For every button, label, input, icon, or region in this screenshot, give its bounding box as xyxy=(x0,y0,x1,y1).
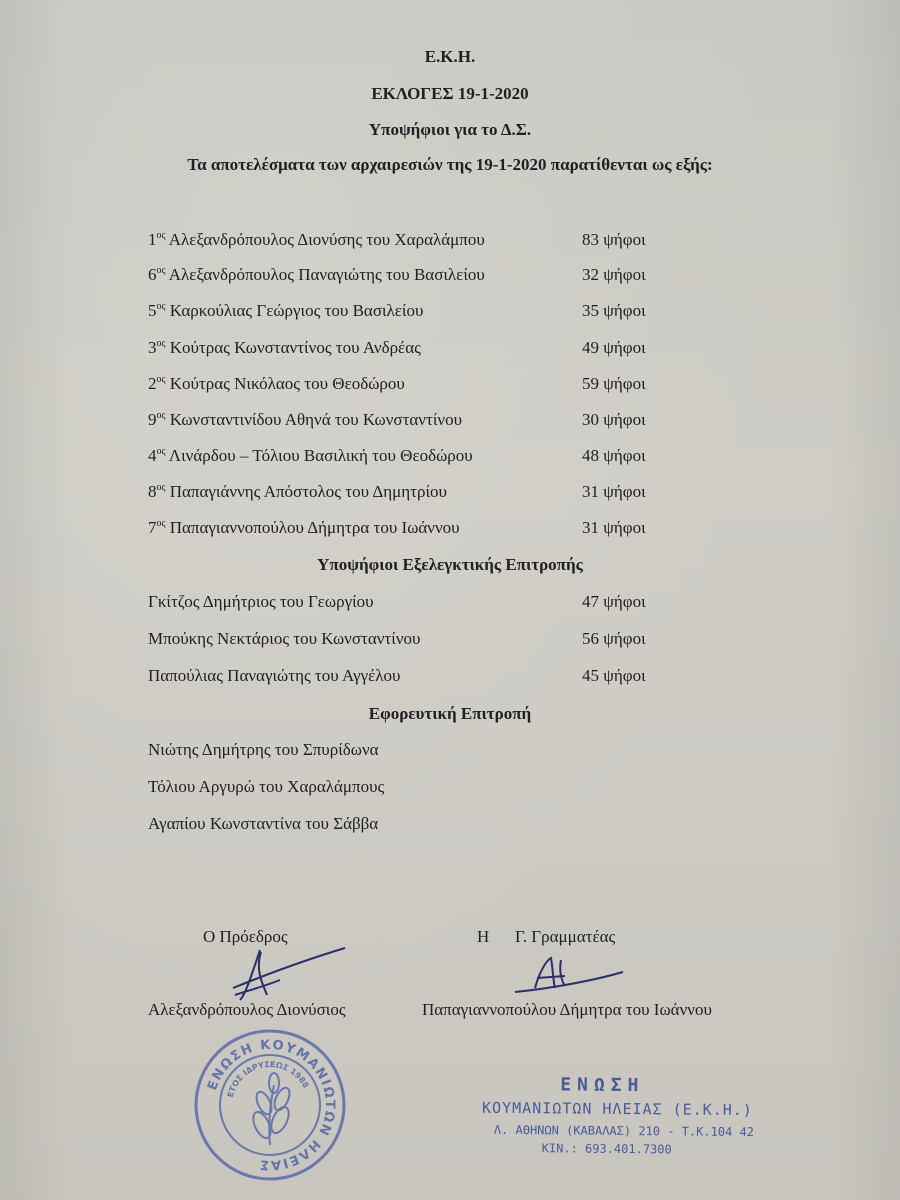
seal-icon xyxy=(190,1025,350,1185)
secretary-name: Παπαγιαννοπούλου Δήμητρα του Ιωάννου xyxy=(422,1000,712,1019)
candidate-votes: 59 ψήφοι xyxy=(582,374,646,393)
rank-suffix: ος xyxy=(156,374,166,385)
audit-heading: Υποψήφιοι Εξελεγκτικής Επιτροπής xyxy=(317,555,583,574)
rank-suffix: ος xyxy=(156,338,166,349)
candidate-votes: 83 ψήφοι xyxy=(582,230,646,249)
rank-number: 1 xyxy=(148,230,157,249)
candidate-votes: 47 ψήφοι xyxy=(582,592,646,611)
rank-number: 5 xyxy=(148,301,157,320)
list-item: Αγαπίου Κωνσταντίνα του Σάββα xyxy=(148,814,379,833)
president-name: Αλεξανδρόπουλος Διονύσιος xyxy=(148,1000,346,1019)
candidate-votes: 30 ψήφοι xyxy=(582,410,646,429)
list-item xyxy=(148,666,668,690)
candidate-name: Κούτρας Νικόλαος του Θεοδώρου xyxy=(169,374,405,393)
candidate-name: Αλεξανδρόπουλος Παναγιώτης του Βασιλείου xyxy=(168,265,485,284)
list-item: Τόλιου Αργυρώ του Χαραλάμπους xyxy=(148,777,385,796)
rank-number: 7 xyxy=(148,518,157,537)
candidate-votes: 45 ψήφοι xyxy=(582,666,646,685)
candidate-votes: 31 ψήφοι xyxy=(582,518,646,537)
electoral-heading: Εφορευτική Επιτροπή xyxy=(368,704,532,723)
rank-number: 6 xyxy=(148,265,157,284)
company-stamp-line: Λ. ΑΘΗΝΩΝ (ΚΑΒΑΛΑΣ) 210 - Τ.Κ.104 42 xyxy=(493,1122,755,1140)
rank-suffix: ος xyxy=(156,265,166,276)
candidate-name: Λινάρδου – Τόλιου Βασιλική του Θεοδώρου xyxy=(168,446,473,465)
candidate-votes: 32 ψήφοι xyxy=(582,265,646,284)
olive-branch-icon xyxy=(250,1073,293,1145)
candidate-name: Καρκούλιας Γεώργιος του Βασιλείου xyxy=(169,301,424,320)
list-item xyxy=(148,410,668,434)
secretary-title: Γ. Γραμματέας xyxy=(515,927,616,946)
candidate-votes: 48 ψήφοι xyxy=(582,446,646,465)
elections-heading: ΕΚΛΟΓΕΣ 19-1-2020 xyxy=(371,84,529,103)
list-item xyxy=(148,629,668,653)
rank-suffix: ος xyxy=(156,230,166,241)
candidate-name: Αλεξανδρόπουλος Διονύσης του Χαραλάμπου xyxy=(168,230,485,249)
rank-suffix: ος xyxy=(156,301,166,312)
candidate-name: Κωνσταντινίδου Αθηνά του Κωνσταντίνου xyxy=(169,410,463,429)
list-item xyxy=(148,482,668,506)
rank-suffix: ος xyxy=(156,410,166,421)
list-item xyxy=(148,374,668,398)
candidate-votes: 31 ψήφοι xyxy=(582,482,646,501)
list-item xyxy=(148,518,668,542)
rank-suffix: ος xyxy=(156,482,166,493)
candidate-name: Παπαγιαννοπούλου Δήμητρα του Ιωάννου xyxy=(169,518,460,537)
company-stamp-line: ΕΝΩΣΗ xyxy=(560,1074,645,1097)
candidate-name: Παπούλιας Παναγιώτης του Αγγέλου xyxy=(148,666,401,685)
candidate-name: Παπαγιάννης Απόστολος του Δημητρίου xyxy=(169,482,447,501)
rank-suffix: ος xyxy=(156,518,166,529)
list-item xyxy=(148,446,668,470)
rank-number: 4 xyxy=(148,446,157,465)
association-seal xyxy=(190,1025,350,1185)
candidate-votes: 49 ψήφοι xyxy=(582,338,646,357)
list-item xyxy=(148,301,668,325)
rank-suffix: ος xyxy=(156,446,166,457)
rank-number: 2 xyxy=(148,374,157,393)
candidate-votes: 35 ψήφοι xyxy=(582,301,646,320)
seal-inner-text: ΕΤΟΣ ΙΔΡΥΣΕΩΣ 1988 xyxy=(225,1059,311,1099)
org-heading: Ε.Κ.Η. xyxy=(424,47,476,66)
company-stamp-line: ΚΟΥΜΑΝΙΩΤΩΝ ΗΛΕΙΑΣ (Ε.Κ.Η.) xyxy=(481,1098,753,1120)
seal-outer-text: ΕΝΩΣΗ ΚΟΥΜΑΝΙΩΤΩΝ ΗΛΕΙΑΣ xyxy=(205,1037,338,1173)
president-title: Ο Πρόεδρος xyxy=(203,927,288,946)
candidate-name: Γκίτζος Δημήτριος του Γεωργίου xyxy=(148,592,374,611)
company-stamp xyxy=(478,1074,779,1158)
list-item xyxy=(148,592,668,616)
candidate-name: Μπούκης Νεκτάριος του Κωνσταντίνου xyxy=(148,629,421,648)
company-stamp-line: ΚΙΝ.: 693.401.7300 xyxy=(541,1141,672,1157)
list-item xyxy=(148,265,668,289)
list-item xyxy=(148,338,668,362)
intro-text: Τα αποτελέσματα των αρχαιρεσιών της 19-1-2020 παρατίθενται ως εξής: xyxy=(187,155,713,174)
secretary-article: Η xyxy=(477,927,490,946)
list-item xyxy=(148,230,668,254)
candidates-heading: Υποψήφιοι για το Δ.Σ. xyxy=(368,120,532,139)
rank-number: 3 xyxy=(148,338,157,357)
rank-number: 9 xyxy=(148,410,157,429)
list-item: Νιώτης Δημήτρης του Σπυρίδωνα xyxy=(148,740,379,759)
secretary-signature xyxy=(495,950,635,1000)
rank-number: 8 xyxy=(148,482,157,501)
candidate-name: Κούτρας Κωνσταντίνος του Ανδρέας xyxy=(169,338,421,357)
candidate-votes: 56 ψήφοι xyxy=(582,629,646,648)
